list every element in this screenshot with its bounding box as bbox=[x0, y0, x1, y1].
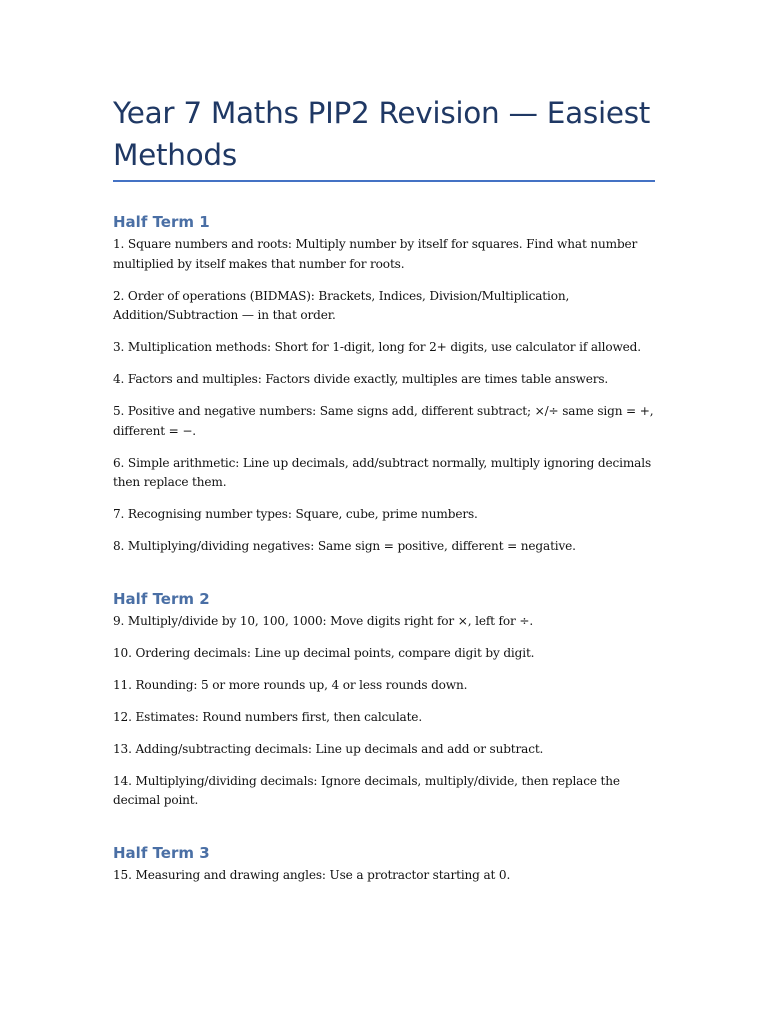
list-item: 2. Order of operations (BIDMAS): Brackets, Indices, Division/Multiplication, Addition/Subtraction — in that order. bbox=[113, 288, 570, 322]
list-item: 5. Positive and negative numbers: Same signs add, different subtract; ×/÷ same sign = +, different = −. bbox=[113, 404, 654, 438]
list-item: 15. Measuring and drawing angles: Use a protractor starting at 0. bbox=[113, 867, 511, 882]
list-item: 3. Multiplication methods: Short for 1-digit, long for 2+ digits, use calculator if allowed. bbox=[113, 340, 641, 354]
document-title: Year 7 Maths PIP2 Revision — Easiest Methods bbox=[113, 96, 651, 172]
title-underline bbox=[113, 180, 655, 182]
list-item: 13. Adding/subtracting decimals: Line up decimals and add or subtract. bbox=[113, 741, 544, 756]
list-item: 4. Factors and multiples: Factors divide exactly, multiples are times table answers. bbox=[113, 372, 609, 386]
section-heading: Half Term 2 bbox=[113, 589, 210, 608]
section-half-term-1 bbox=[113, 212, 655, 557]
list-item: 1. Square numbers and roots: Multiply number by itself for squares. Find what number multiplied by itself makes that number for roots. bbox=[113, 237, 638, 271]
list-item: 8. Multiplying/dividing negatives: Same sign = positive, different = negative. bbox=[113, 539, 576, 553]
list-item: 6. Simple arithmetic: Line up decimals, add/subtract normally, multiply ignoring decimals then replace them. bbox=[113, 455, 652, 489]
list-item: 12. Estimates: Round numbers first, then calculate. bbox=[113, 709, 423, 724]
section-half-term-3 bbox=[113, 843, 655, 886]
section-heading: Half Term 3 bbox=[113, 843, 210, 862]
list-item: 7. Recognising number types: Square, cube, prime numbers. bbox=[113, 507, 478, 521]
section-half-term-2 bbox=[113, 589, 655, 811]
list-item: 9. Multiply/divide by 10, 100, 1000: Move digits right for ×, left for ÷. bbox=[113, 613, 534, 628]
list-item: 14. Multiplying/dividing decimals: Ignore decimals, multiply/divide, then replace the decimal point. bbox=[113, 773, 620, 807]
list-item: 11. Rounding: 5 or more rounds up, 4 or less rounds down. bbox=[113, 677, 468, 692]
section-heading: Half Term 1 bbox=[113, 213, 210, 231]
list-item: 10. Ordering decimals: Line up decimal points, compare digit by digit. bbox=[113, 645, 535, 660]
document-page bbox=[113, 92, 655, 885]
